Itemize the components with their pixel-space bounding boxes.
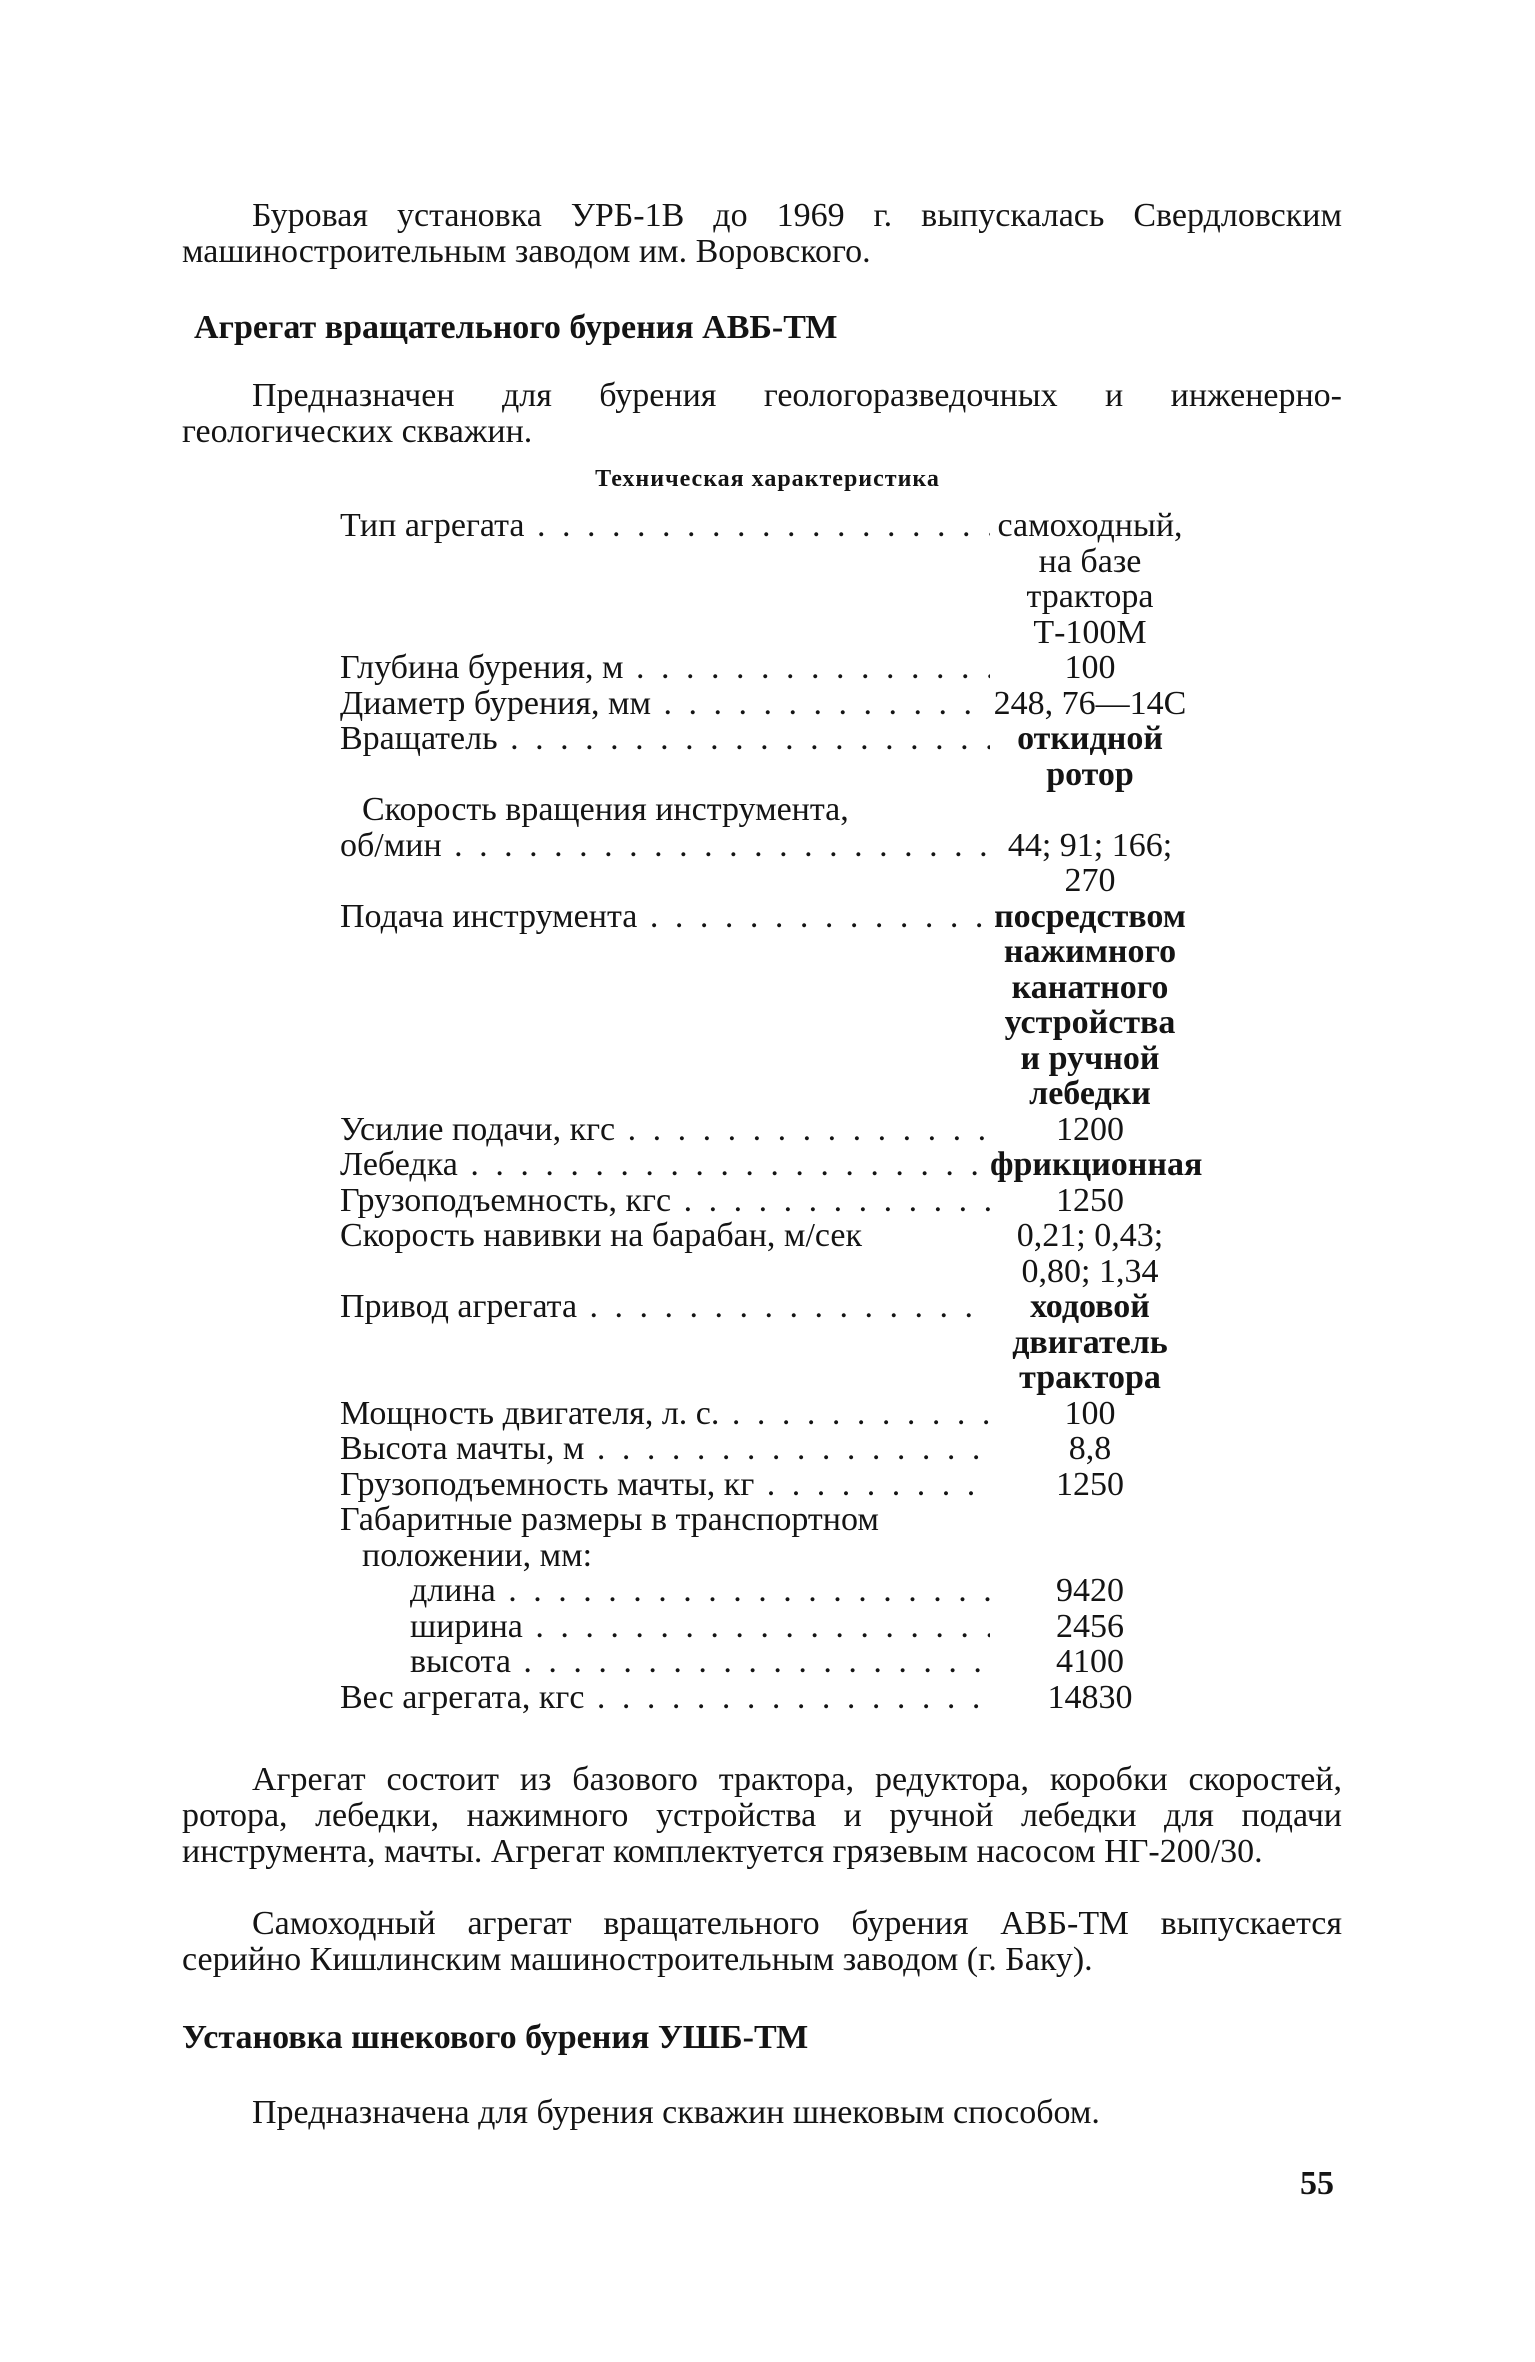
spec-label: Усилие подачи, кгс . . . — [340, 1112, 990, 1148]
spec-label — [340, 1360, 990, 1396]
spec-label — [340, 615, 990, 651]
spec-label — [340, 1041, 990, 1077]
spec-label — [340, 757, 990, 793]
spec-value: фрикционная — [990, 1146, 1203, 1183]
spec-row — [340, 1609, 1200, 1645]
spec-value: трактора — [1019, 1359, 1161, 1396]
spec-label: Грузоподъемность мачты, кг . . . — [340, 1467, 990, 1503]
spec-row — [340, 1254, 1200, 1290]
spec-row — [340, 1502, 1200, 1538]
spec-row — [340, 544, 1200, 580]
spec-value: 1200 — [1056, 1110, 1124, 1148]
spec-row — [340, 686, 1200, 722]
spec-label — [340, 1005, 990, 1041]
spec-title: Техническая характеристика — [595, 466, 940, 492]
spec-value: нажимного — [1003, 933, 1177, 970]
spec-row — [340, 650, 1200, 686]
spec-label: Вес агрегата, кгс . . . — [340, 1680, 990, 1716]
spec-label — [340, 1076, 990, 1112]
spec-row — [340, 721, 1200, 757]
spec-value: самоходный, — [997, 507, 1183, 544]
spec-label: об/мин . . . — [340, 828, 990, 864]
spec-row — [340, 1573, 1200, 1609]
spec-label — [340, 863, 990, 899]
spec-row — [340, 1467, 1200, 1503]
spec-row — [340, 1041, 1200, 1077]
spec-value: 1250 — [1056, 1465, 1124, 1503]
spec-value: трактора — [1026, 578, 1154, 615]
spec-row — [340, 1289, 1200, 1325]
spec-row — [340, 1146, 1203, 1183]
spec-row — [340, 1431, 1200, 1467]
spec-label: длина . . . — [340, 1573, 990, 1609]
spec-row — [340, 1076, 1200, 1112]
spec-value — [990, 1538, 1190, 1574]
spec-value: 248, 76—14С — [993, 684, 1187, 722]
spec-value: Т-100М — [1033, 613, 1147, 651]
spec-label — [340, 1254, 990, 1290]
spec-label: Привод агрегата . . . — [340, 1289, 990, 1325]
spec-row — [340, 615, 1200, 651]
spec-value: и ручной — [1020, 1039, 1160, 1077]
spec-label: Скорость навивки на барабан, м/сек — [340, 1218, 863, 1254]
spec-value: 100 — [1064, 1394, 1116, 1432]
spec-label: ширина . . . — [340, 1609, 990, 1645]
spec-row — [340, 1396, 1200, 1432]
spec-label — [340, 934, 990, 970]
spec-value: 2456 — [1056, 1607, 1124, 1645]
spec-value — [990, 792, 1190, 828]
spec-value: 0,80; 1,34 — [1021, 1252, 1159, 1290]
spec-value: устройства — [1004, 1004, 1176, 1041]
spec-value: 1250 — [1056, 1181, 1124, 1219]
spec-row — [340, 1644, 1200, 1680]
spec-row — [340, 1325, 1200, 1361]
spec-label — [340, 544, 990, 580]
spec-value: 4100 — [1056, 1643, 1124, 1680]
spec-label — [340, 579, 990, 615]
spec-label: Диаметр бурения, мм . . . — [340, 686, 990, 722]
spec-label: Подача инструмента . . . — [340, 899, 990, 935]
spec-row — [340, 1183, 1200, 1219]
spec-row — [340, 1680, 1200, 1716]
spec-value — [990, 1502, 1190, 1538]
section2-purpose: Предназначена для бурения скважин шнековым способом. — [252, 2094, 1100, 2131]
spec-row — [340, 934, 1200, 970]
composition-paragraph: Агрегат состоит из базового трактора, редуктора, коробки скоростей, ротора, лебедки, нажимного устройства и ручной лебедки для подачи инструмента, мачты. Агрегат комплектуется грязевым насосом НГ-200/30. — [182, 1761, 1342, 1870]
spec-row — [340, 579, 1200, 615]
spec-value: на базе — [1038, 542, 1142, 580]
spec-row — [340, 1360, 1200, 1396]
section-heading-ushb-tm: Установка шнекового бурения УШБ-ТМ — [182, 2019, 809, 2056]
section1-purpose: Предназначен для бурения геологоразведочных и инженерно-геологических скважин. — [182, 377, 1342, 450]
spec-label: Высота мачты, м . . . — [340, 1431, 990, 1467]
spec-value: 0,21; 0,43; — [1016, 1217, 1164, 1254]
spec-label: Тип агрегата . . . — [340, 508, 990, 544]
spec-row — [340, 792, 1200, 828]
spec-label: высота . . . — [340, 1644, 990, 1680]
spec-value: ротор — [1046, 755, 1134, 793]
spec-value: 100 — [1064, 649, 1116, 686]
spec-row — [340, 1538, 1200, 1574]
spec-value: 44; 91; 166; — [1007, 826, 1173, 864]
spec-label — [340, 970, 990, 1006]
spec-table — [340, 507, 1203, 1716]
spec-row — [340, 1005, 1200, 1041]
spec-row — [340, 970, 1200, 1006]
intro-paragraph: Буровая установка УРБ-1В до 1969 г. выпускалась Свердловским машиностроительным заводом им. Воровского. — [182, 197, 1342, 270]
spec-value: 270 — [1064, 862, 1116, 899]
spec-value: 14830 — [1047, 1678, 1133, 1716]
spec-label: Габаритные размеры в транспортном — [340, 1502, 879, 1538]
spec-row — [340, 508, 1200, 544]
spec-label: Лебедка . . . — [340, 1147, 990, 1183]
spec-value: двигатель — [1012, 1323, 1168, 1361]
spec-row — [340, 757, 1200, 793]
page-number: 55 — [1300, 2165, 1334, 2202]
spec-row — [340, 863, 1200, 899]
spec-value: канатного — [1011, 968, 1169, 1006]
spec-row — [340, 1218, 1200, 1254]
spec-label: Глубина бурения, м . . . — [340, 650, 990, 686]
spec-value: лебедки — [1029, 1075, 1151, 1112]
spec-label — [340, 1325, 990, 1361]
manufacturer-paragraph: Самоходный агрегат вращательного бурения АВБ-ТМ выпускается серийно Кишлинским машиностроительным заводом (г. Баку). — [182, 1905, 1342, 1978]
spec-label: Грузоподъемность, кгс . . . — [340, 1183, 990, 1219]
spec-value: ходовой — [1030, 1288, 1150, 1325]
spec-value: 9420 — [1056, 1572, 1124, 1609]
section-heading-avb-tm: Агрегат вращательного бурения АВБ-ТМ — [194, 309, 838, 346]
spec-label: Вращатель . . . — [340, 721, 990, 757]
spec-value: откидной — [1017, 720, 1163, 757]
spec-label: Мощность двигателя, л. с. . . . — [340, 1396, 990, 1432]
spec-row — [340, 899, 1200, 935]
spec-label: положении, мм: — [362, 1537, 593, 1573]
spec-label: Скорость вращения инструмента, — [362, 792, 849, 828]
spec-row — [340, 1112, 1200, 1148]
spec-value: посредством — [994, 897, 1186, 935]
spec-row — [340, 828, 1200, 864]
spec-value: 8,8 — [1068, 1430, 1112, 1467]
